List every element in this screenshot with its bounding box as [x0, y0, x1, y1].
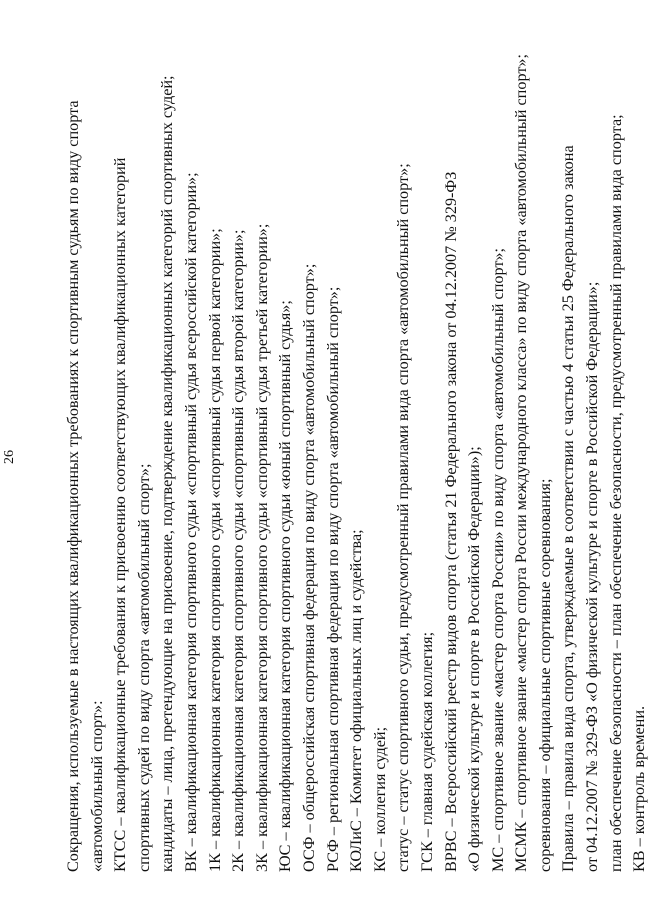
- abbrev-candidates: кандидаты – лица, претендующие на присвоение, подтверждение квалификационных категорий спортивных судей;: [158, 75, 177, 872]
- rotated-text-block: [2, 42, 649, 872]
- intro-line-2: «автомобильный спорт»:: [87, 700, 106, 872]
- abbrev-1k: 1К – квалификационная категория спортивного судьи «спортивный судья первой категории»;: [205, 228, 224, 872]
- page-number: 26: [2, 450, 17, 464]
- abbrev-ktss-line-1: КТСС – квалификационные требования к присвоению соответствующих квалификационных категорий: [111, 157, 130, 872]
- abbrev-vrvs-line-1: ВРВС – Всероссийский реестр видов спорта (статья 21 Федерального закона от 04.12.2007 № 329-ФЗ: [441, 171, 460, 872]
- abbrev-osf: ОСФ – общероссийская спортивная федерация по виду спорта «автомобильный спорт»;: [299, 263, 318, 872]
- abbrev-gsk: ГСК – главная судейская коллегия;: [417, 631, 436, 872]
- abbrev-vrvs-line-2: «О физической культуре и спорте в Российской Федерации»);: [465, 446, 484, 872]
- abbrev-vk: ВК – квалификационная категория спортивного судьи «спортивный судья всероссийской категории»;: [181, 172, 200, 872]
- abbrev-rules-line-2: от 04.12.2007 № 329-ФЗ «О физической культуре и спорте в Российской Федерации»;: [583, 281, 602, 872]
- abbrev-ms: МС – спортивное звание «мастер спорта России» по виду спорта «автомобильный спорт»;: [488, 248, 507, 872]
- abbrev-kolis: КОЛиС – Комитет официальных лиц и судейства;: [347, 529, 366, 872]
- abbrev-rsf: РСФ – региональная спортивная федерация по виду спорта «автомобильный спорт»;: [323, 286, 342, 872]
- abbrev-3k: 3К – квалификационная категория спортивного судьи «спортивный судья третьей категории»;: [252, 223, 271, 872]
- abbrev-status: статус – статус спортивного судьи, предусмотренный правилами вида спорта «автомобильный спорт»;: [394, 163, 413, 872]
- intro-line-1: Сокращения, используемые в настоящих квалификационных требованиях к спортивным судьям по виду спорта: [64, 100, 82, 872]
- abbrev-rules-line-1: Правила – правила вида спорта, утверждаемые в соответствии с частью 4 статьи 25 Федерального закона: [559, 145, 578, 872]
- abbrev-ktss-line-2: спортивных судей по виду спорта «автомобильный спорт»;: [134, 463, 153, 872]
- abbrev-2k: 2К – квалификационная категория спортивного судьи «спортивный судья второй категории»;: [229, 229, 248, 872]
- abbrev-msmk: МСМК – спортивное звание «мастер спорта России международного класса» по виду спорта «автомобильный спорт»;: [512, 54, 531, 872]
- abbrev-safety-plan: план обеспечение безопасности – план обеспечение безопасности, предусмотренный правилами вида спорта;: [606, 114, 625, 872]
- abbrev-yus: ЮС – квалификационная категория спортивного судьи «юный спортивный судья»;: [276, 300, 295, 872]
- abbrev-kv: КВ – контроль времени.: [630, 705, 649, 872]
- abbrev-competitions: соревнования – официальные спортивные соревнования;: [535, 478, 554, 872]
- abbrev-ks: КС – коллегия судей;: [370, 726, 389, 872]
